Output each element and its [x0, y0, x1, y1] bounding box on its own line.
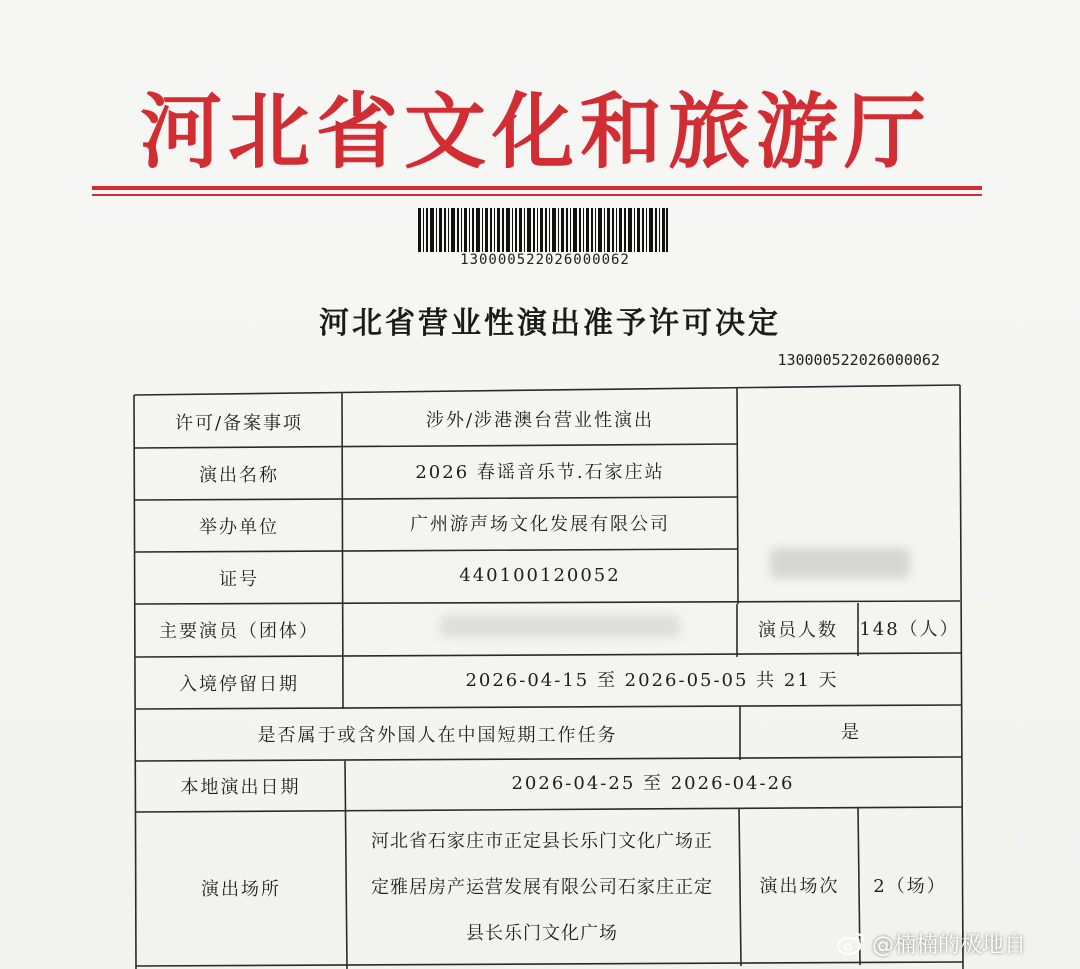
sessions-value: 2（场） [873, 876, 947, 897]
permit-item-label: 许可/备案事项 [174, 413, 304, 434]
organizer-label: 举办单位 [199, 517, 279, 538]
foreign-work-question: 是否属于或含外国人在中国短期工作任务 [257, 725, 618, 746]
document-number: 130000522026000062 [777, 351, 940, 369]
venue-value: 河北省石家庄市正定县长乐门文化广场正定雅居房产运营发展有限公司石家庄正定县长乐门文化广场 [371, 831, 713, 944]
organizer-value: 广州游声场文化发展有限公司 [410, 514, 670, 535]
barcode-number: 130000522026000062 [460, 252, 630, 268]
performer-count-value: 148（人） [859, 619, 960, 640]
performer-count-label: 演员人数 [758, 620, 838, 641]
weibo-watermark [836, 925, 1076, 961]
redacted-performers-value [440, 615, 680, 637]
license-label: 证号 [219, 569, 259, 590]
sessions-label: 演出场次 [759, 876, 840, 897]
permit-item-value: 涉外/涉港澳台营业性演出 [425, 410, 655, 431]
issuing-authority-title: 河北省文化和旅游厅 [140, 85, 933, 180]
main-performers-label: 主要演员（团体） [159, 621, 319, 642]
watermark-text: @楠楠的极地自 [872, 932, 1027, 958]
venue-label: 演出场所 [201, 879, 281, 900]
license-value: 440100120052 [459, 564, 621, 586]
foreign-work-answer: 是 [841, 722, 861, 743]
redacted-photo-area [770, 548, 910, 578]
show-name-label: 演出名称 [199, 465, 279, 486]
document-title: 河北省营业性演出准予许可决定 [319, 306, 781, 341]
local-dates-label: 本地演出日期 [180, 777, 301, 798]
barcode-image [418, 208, 668, 252]
entry-dates-label: 入境停留日期 [179, 674, 299, 695]
red-header-rule [92, 186, 982, 200]
local-dates-value: 2026-04-25 至 2026-04-26 [511, 773, 795, 794]
show-name-value: 2026 春谣音乐节.石家庄站 [415, 462, 665, 483]
entry-dates-value: 2026-04-15 至 2026-05-05 共 21 天 [465, 670, 839, 691]
weibo-icon [836, 930, 866, 956]
